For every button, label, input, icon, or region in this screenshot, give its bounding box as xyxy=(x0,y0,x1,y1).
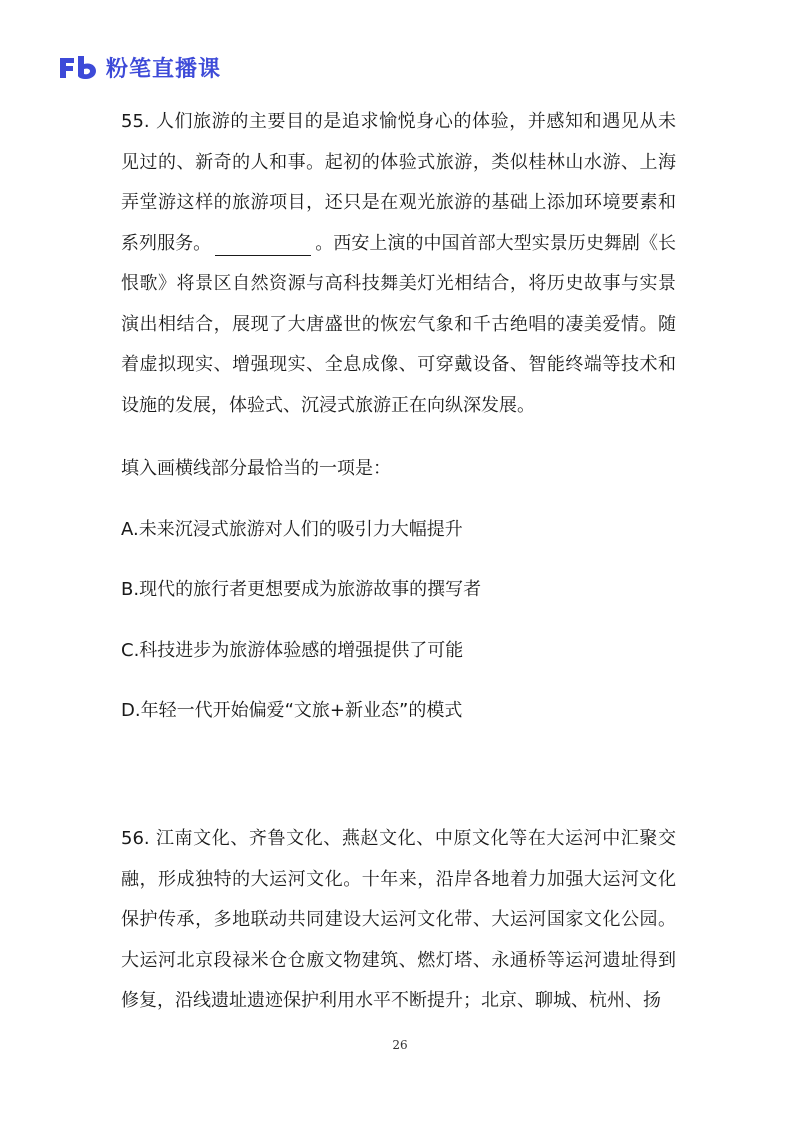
fb-logo-icon xyxy=(58,54,98,80)
question-56 xyxy=(121,819,676,1022)
page-number: 26 xyxy=(392,1038,408,1052)
question-55-prompt: 填入画横线部分最恰当的一项是： xyxy=(121,458,391,479)
option-d: D.年轻一代开始偏爱“文旅+新业态”的模式 xyxy=(121,700,463,721)
answer-blank xyxy=(215,229,311,256)
question-56-stem: 56. 江南文化、齐鲁文化、燕赵文化、中原文化等在大运河中汇聚交融，形成独特的大运河文化。十年来，沿岸各地着力加强大运河文化保护传承，多地联动共同建设大运河文化带、大运河国家文化公园。大运河北京段禄米仓仓廒文物建筑、燃灯塔、永通桥等运河遗址得到修复，沿线遗址遗迹保护利用水平不断提升；北京、聊城、杭州、扬 xyxy=(121,828,676,1011)
question-55-stem-part2: 。西安上演的中国首部大型实景历史舞剧《长恨歌》将景区自然资源与高科技舞美灯光相结合，将历史故事与实景演出相结合，展现了大唐盛世的恢宏气象和千古绝唱的凄美爱情。随着虚拟现实、增强现实、全息成像、可穿戴设备、智能终端等技术和设施的发展，体验式、沉浸式旅游正在向纵深发展。 xyxy=(121,232,677,416)
option-c: C.科技进步为旅游体验感的增强提供了可能 xyxy=(121,639,464,661)
page-header xyxy=(58,52,221,82)
option-a: A.未来沉浸式旅游对人们的吸引力大幅提升 xyxy=(121,518,463,540)
brand-name: 粉笔直播课 xyxy=(106,56,222,82)
question-55 xyxy=(121,102,676,732)
question-55-stem xyxy=(121,102,676,426)
question-55-stem-part1: 55. 人们旅游的主要目的是追求愉悦身心的体验，并感知和遇见从未见过的、新奇的人和事。起初的体验式旅游，类似桂林山水游、上海弄堂游这样的旅游项目，还只是在观光旅游的基础上添加环境要素和系列服务。 xyxy=(121,111,676,254)
option-b: B.现代的旅行者更想要成为旅游故事的撰写者 xyxy=(121,579,482,600)
